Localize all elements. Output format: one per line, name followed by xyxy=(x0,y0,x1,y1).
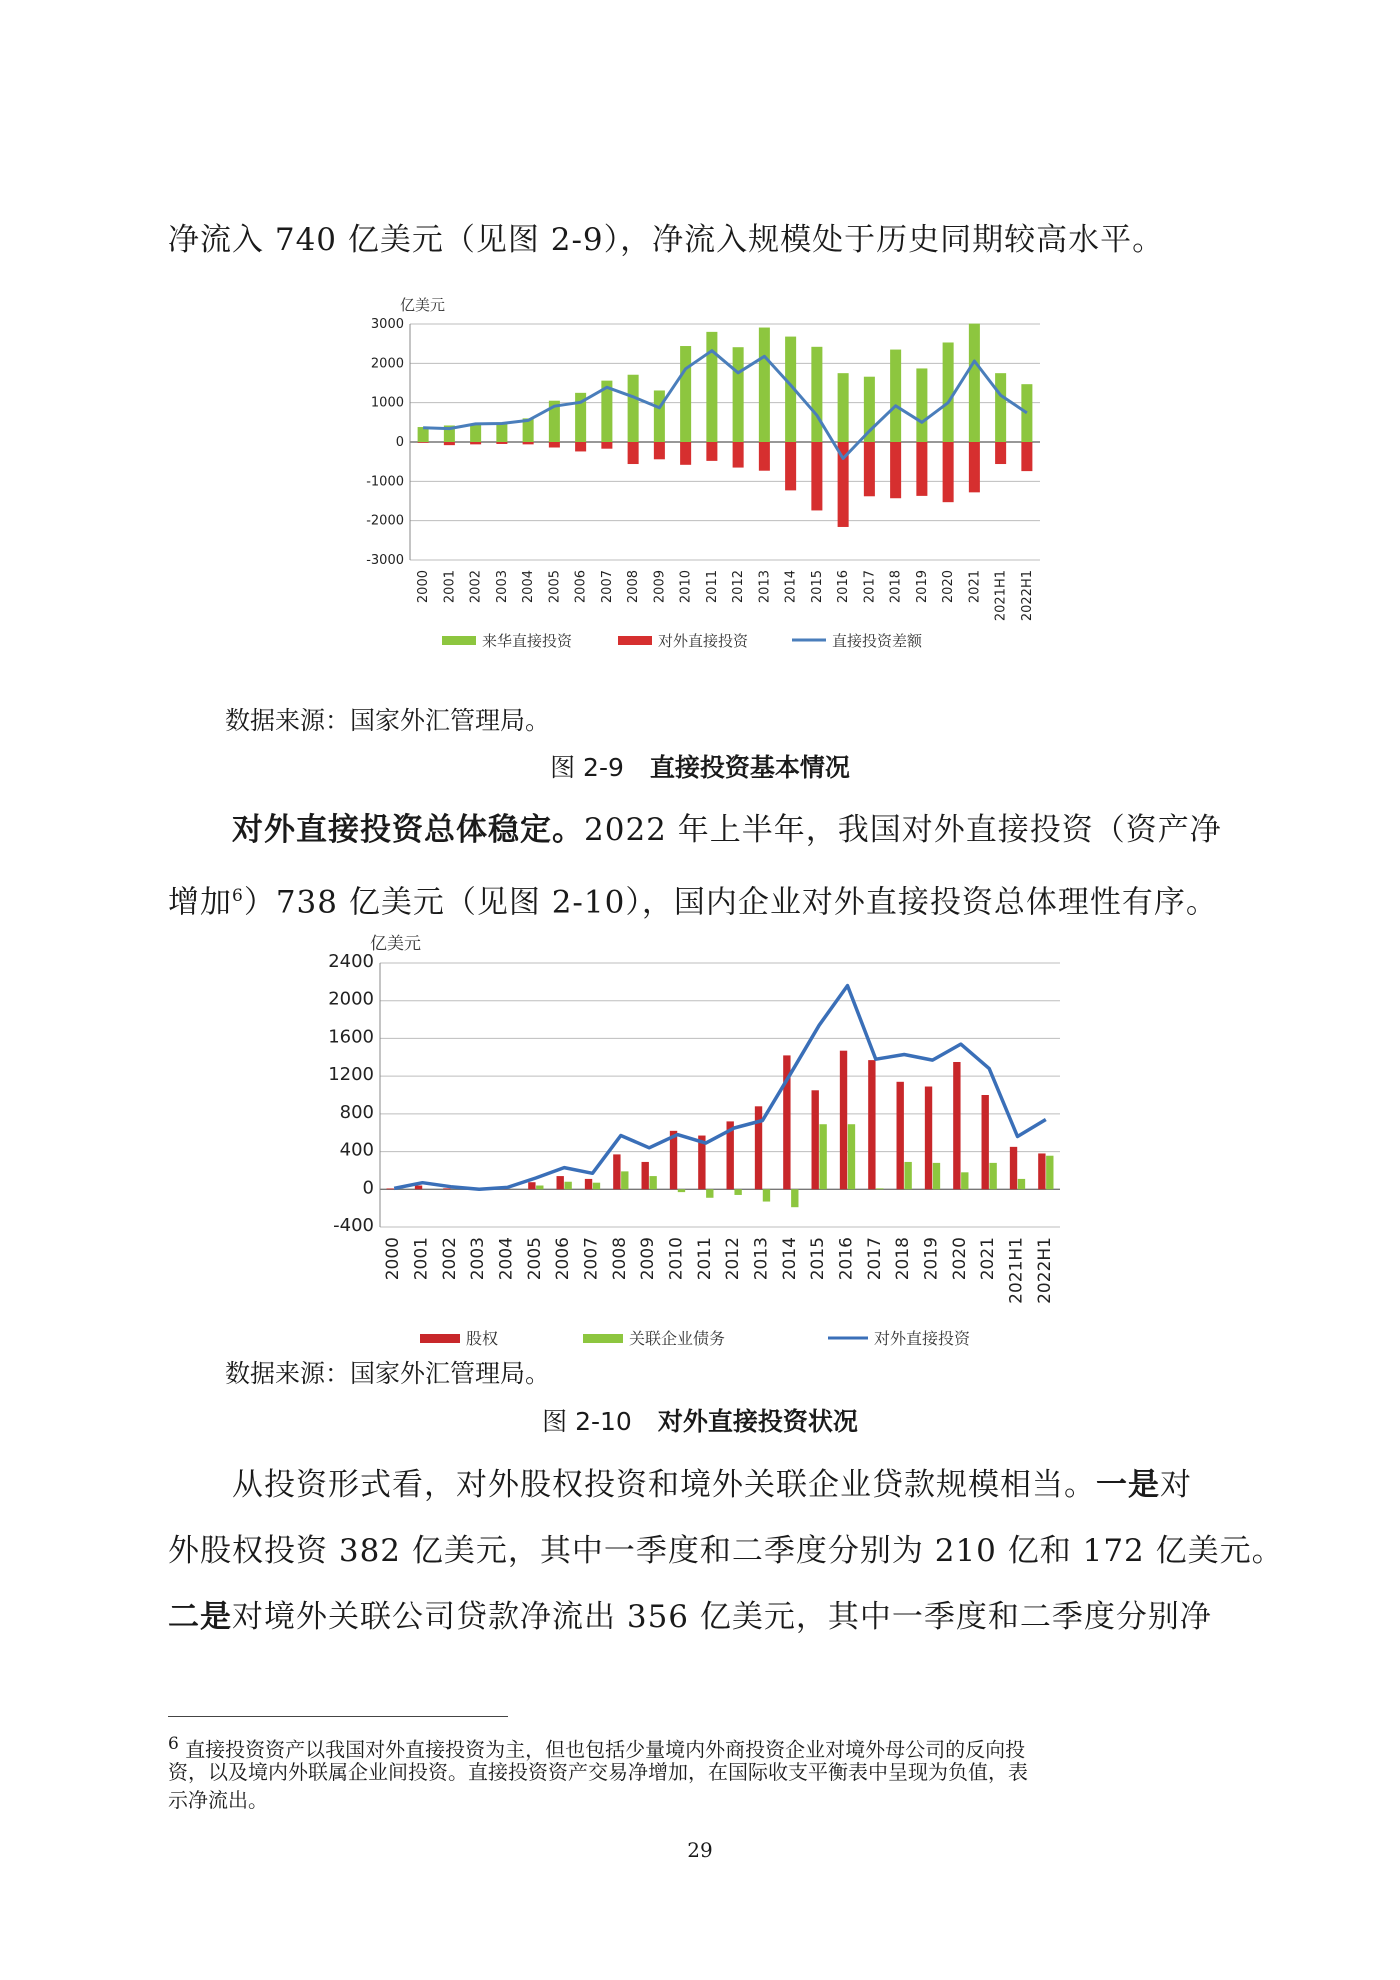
bar xyxy=(678,1189,685,1192)
y-tick-label: 2000 xyxy=(328,988,374,1010)
bar xyxy=(819,1124,826,1189)
bar xyxy=(1021,442,1032,471)
data-source: 数据来源：国家外汇管理局。 xyxy=(225,706,551,735)
x-tick-label: 2007 xyxy=(599,570,615,604)
bar xyxy=(628,375,639,442)
y-tick-label: 1000 xyxy=(370,395,404,411)
x-tick-label: 2016 xyxy=(836,1237,857,1281)
bar xyxy=(470,424,481,442)
bar xyxy=(961,1172,968,1189)
bar xyxy=(916,368,927,442)
paragraph-text: 对 xyxy=(1160,1467,1192,1503)
x-tick-label: 2013 xyxy=(757,570,773,604)
y-tick-label: 0 xyxy=(395,435,404,450)
bar xyxy=(536,1186,543,1190)
bar xyxy=(680,442,691,465)
bar xyxy=(943,342,954,442)
bar xyxy=(415,1186,422,1190)
x-tick-label: 2006 xyxy=(573,570,589,604)
legend-swatch xyxy=(618,636,652,645)
x-tick-label: 2008 xyxy=(626,570,642,604)
bar xyxy=(706,442,717,461)
bar xyxy=(868,1060,875,1189)
paragraph-line xyxy=(168,876,1240,922)
bar xyxy=(755,1106,762,1189)
y-axis-unit: 亿美元 xyxy=(400,296,446,314)
y-tick-label: 1200 xyxy=(328,1064,374,1086)
bar xyxy=(601,442,612,449)
bar xyxy=(1038,1153,1045,1189)
legend-label: 对外直接投资 xyxy=(874,1329,971,1348)
x-tick-label: 2005 xyxy=(524,1237,545,1281)
bar xyxy=(733,442,744,468)
bar xyxy=(864,442,875,496)
bar xyxy=(969,442,980,492)
y-axis-unit: 亿美元 xyxy=(370,934,421,954)
bold-lead: 一是 xyxy=(1096,1467,1160,1503)
bar xyxy=(706,332,717,442)
paragraph-text: 从投资形式看，对外股权投资和境外关联企业贷款规模相当。 xyxy=(232,1467,1096,1503)
bar xyxy=(925,1087,932,1190)
x-tick-label: 2003 xyxy=(468,1237,489,1281)
x-tick-label: 2012 xyxy=(723,1237,744,1281)
y-tick-label: 800 xyxy=(339,1101,374,1123)
paragraph-line xyxy=(168,1597,1240,1637)
bar xyxy=(840,1051,847,1190)
caption-number: 图 2-10 xyxy=(542,1407,632,1436)
paragraph-text: 增加 xyxy=(168,884,232,921)
x-tick-label: 2004 xyxy=(521,570,537,604)
legend-label: 直接投资差额 xyxy=(832,632,923,650)
legend-label: 来华直接投资 xyxy=(482,632,573,650)
bar xyxy=(838,373,849,442)
x-tick-label: 2016 xyxy=(836,570,852,604)
bar xyxy=(916,442,927,496)
paragraph-text: ）738 亿美元（见图 2-10），国内企业对外直接投资总体理性有序。 xyxy=(243,884,1218,921)
x-tick-label: 2021 xyxy=(967,570,983,604)
bar xyxy=(496,442,507,444)
bar xyxy=(812,1090,819,1189)
footnote-ref[interactable]: 6 xyxy=(232,886,244,906)
paragraph-line xyxy=(232,810,1304,850)
bar xyxy=(763,1189,770,1201)
bar xyxy=(982,1095,989,1189)
x-tick-label: 2009 xyxy=(638,1237,659,1281)
bar xyxy=(811,442,822,510)
y-tick-label: 2000 xyxy=(370,356,404,372)
bar xyxy=(680,346,691,442)
bar xyxy=(933,1163,940,1189)
bar xyxy=(995,373,1006,442)
y-tick-label: -1000 xyxy=(366,474,404,490)
bar xyxy=(904,1162,911,1189)
x-tick-label: 2018 xyxy=(893,1237,914,1281)
x-tick-label: 2011 xyxy=(704,570,720,604)
bar xyxy=(989,1163,996,1189)
footnote-line: 示净流出。 xyxy=(168,1788,268,1812)
chart-outward-investment xyxy=(300,925,1130,1355)
bar xyxy=(470,442,481,444)
x-tick-label: 2019 xyxy=(914,570,930,604)
chart-direct-investment xyxy=(330,282,1050,662)
x-tick-label: 2005 xyxy=(547,570,563,604)
x-tick-label: 2008 xyxy=(609,1237,630,1281)
bar xyxy=(1021,384,1032,442)
bar xyxy=(811,347,822,442)
x-tick-label: 2017 xyxy=(864,1237,885,1281)
bar xyxy=(969,324,980,442)
bar xyxy=(654,390,665,442)
x-tick-label: 2014 xyxy=(783,570,799,604)
bar xyxy=(759,442,770,471)
paragraph-line: 净流入 740 亿美元（见图 2-9），净流入规模处于历史同期较高水平。 xyxy=(168,222,1165,258)
bar xyxy=(876,1188,883,1189)
x-tick-label: 2022H1 xyxy=(1019,570,1035,622)
bar xyxy=(759,328,770,442)
bar xyxy=(995,442,1006,464)
bar xyxy=(628,442,639,464)
x-tick-label: 2001 xyxy=(411,1237,432,1281)
bar xyxy=(557,1176,564,1189)
x-tick-label: 2015 xyxy=(808,1237,829,1281)
x-tick-label: 2003 xyxy=(494,570,510,604)
bar xyxy=(575,442,586,451)
bar xyxy=(897,1082,904,1189)
bar xyxy=(953,1062,960,1189)
bar xyxy=(654,442,665,459)
bar xyxy=(585,1179,592,1189)
bar xyxy=(890,442,901,498)
footnote-divider xyxy=(168,1716,508,1717)
bar xyxy=(444,442,455,445)
bar xyxy=(943,442,954,502)
bar xyxy=(496,422,507,442)
bar xyxy=(1046,1156,1053,1190)
legend-swatch xyxy=(583,1334,623,1343)
footnote-number: 6 xyxy=(168,1734,179,1754)
x-tick-label: 2017 xyxy=(862,570,878,604)
x-tick-label: 2000 xyxy=(416,570,432,604)
x-tick-label: 2014 xyxy=(779,1237,800,1281)
bar xyxy=(791,1189,798,1207)
bar xyxy=(621,1171,628,1189)
bar xyxy=(706,1189,713,1197)
y-tick-label: 1600 xyxy=(328,1026,374,1048)
paragraph-line: 外股权投资 382 亿美元，其中一季度和二季度分别为 210 亿和 172 亿美元。 xyxy=(168,1533,1284,1569)
paragraph-text: 对境外关联公司贷款净流出 356 亿美元，其中一季度和二季度分别净 xyxy=(232,1599,1212,1635)
x-tick-label: 2019 xyxy=(921,1237,942,1281)
legend-label: 对外直接投资 xyxy=(658,632,749,650)
x-tick-label: 2013 xyxy=(751,1237,772,1281)
x-tick-label: 2007 xyxy=(581,1237,602,1281)
x-tick-label: 2012 xyxy=(731,570,747,604)
x-tick-label: 2021H1 xyxy=(993,570,1009,622)
x-tick-label: 2020 xyxy=(941,570,957,604)
bold-lead: 对外直接投资总体稳定。 xyxy=(232,812,584,848)
y-tick-label: -2000 xyxy=(366,513,404,529)
bar xyxy=(890,350,901,442)
paragraph-text: 2022 年上半年，我国对外直接投资（资产净 xyxy=(584,812,1222,848)
x-tick-label: 2021H1 xyxy=(1006,1237,1027,1304)
x-tick-label: 2000 xyxy=(383,1237,404,1281)
x-tick-label: 2011 xyxy=(694,1237,715,1281)
page-number: 29 xyxy=(687,1838,713,1862)
legend-label: 关联企业债务 xyxy=(629,1329,726,1348)
bar xyxy=(387,1188,394,1189)
figure-caption xyxy=(0,752,1400,784)
x-tick-label: 2015 xyxy=(809,570,825,604)
footnote-text: 直接投资资产以我国对外直接投资为主，但也包括少量境内外商投资企业对境外母公司的反向投 xyxy=(185,1737,1026,1762)
x-tick-label: 2001 xyxy=(442,570,458,604)
bar xyxy=(613,1154,620,1189)
y-tick-label: -400 xyxy=(333,1215,374,1236)
bar xyxy=(564,1182,571,1190)
y-tick-label: 3000 xyxy=(370,317,404,332)
x-tick-label: 2021 xyxy=(978,1237,999,1281)
x-tick-label: 2006 xyxy=(553,1237,574,1281)
x-tick-label: 2002 xyxy=(439,1237,460,1281)
bar xyxy=(733,347,744,442)
x-tick-label: 2004 xyxy=(496,1237,517,1281)
x-tick-label: 2018 xyxy=(888,570,904,604)
x-tick-label: 2022H1 xyxy=(1034,1237,1055,1304)
y-tick-label: 400 xyxy=(339,1139,374,1161)
bar xyxy=(649,1176,656,1189)
bar xyxy=(1018,1179,1025,1189)
bar xyxy=(670,1131,677,1189)
x-tick-label: 2010 xyxy=(678,570,694,604)
bar xyxy=(443,1188,450,1189)
footnote-line: 资，以及境内外联属企业间投资。直接投资资产交易净增加，在国际收支平衡表中呈现为负值，表 xyxy=(168,1760,1028,1784)
bold-lead: 二是 xyxy=(168,1599,232,1635)
caption-title: 直接投资基本情况 xyxy=(649,753,850,782)
caption-title: 对外直接投资状况 xyxy=(657,1407,858,1436)
legend-label: 股权 xyxy=(466,1329,499,1348)
data-source: 数据来源：国家外汇管理局。 xyxy=(225,1359,551,1388)
bar xyxy=(549,442,560,448)
bar xyxy=(734,1189,741,1195)
y-tick-label: 2400 xyxy=(328,951,374,972)
x-tick-label: 2010 xyxy=(666,1237,687,1281)
x-tick-label: 2009 xyxy=(652,570,668,604)
bar xyxy=(848,1124,855,1189)
bar xyxy=(1010,1147,1017,1189)
x-tick-label: 2002 xyxy=(468,570,484,604)
paragraph-line xyxy=(232,1465,1304,1505)
legend-swatch xyxy=(442,636,476,645)
figure-caption xyxy=(0,1406,1400,1438)
bar xyxy=(523,442,534,444)
legend-swatch xyxy=(420,1334,460,1343)
y-tick-label: 0 xyxy=(362,1177,374,1199)
bar xyxy=(785,442,796,490)
bar xyxy=(642,1162,649,1189)
caption-number: 图 2-9 xyxy=(550,753,624,782)
bar xyxy=(528,1182,535,1189)
y-tick-label: -3000 xyxy=(366,553,404,568)
bar xyxy=(593,1183,600,1190)
bar xyxy=(418,442,429,443)
x-tick-label: 2020 xyxy=(949,1237,970,1281)
